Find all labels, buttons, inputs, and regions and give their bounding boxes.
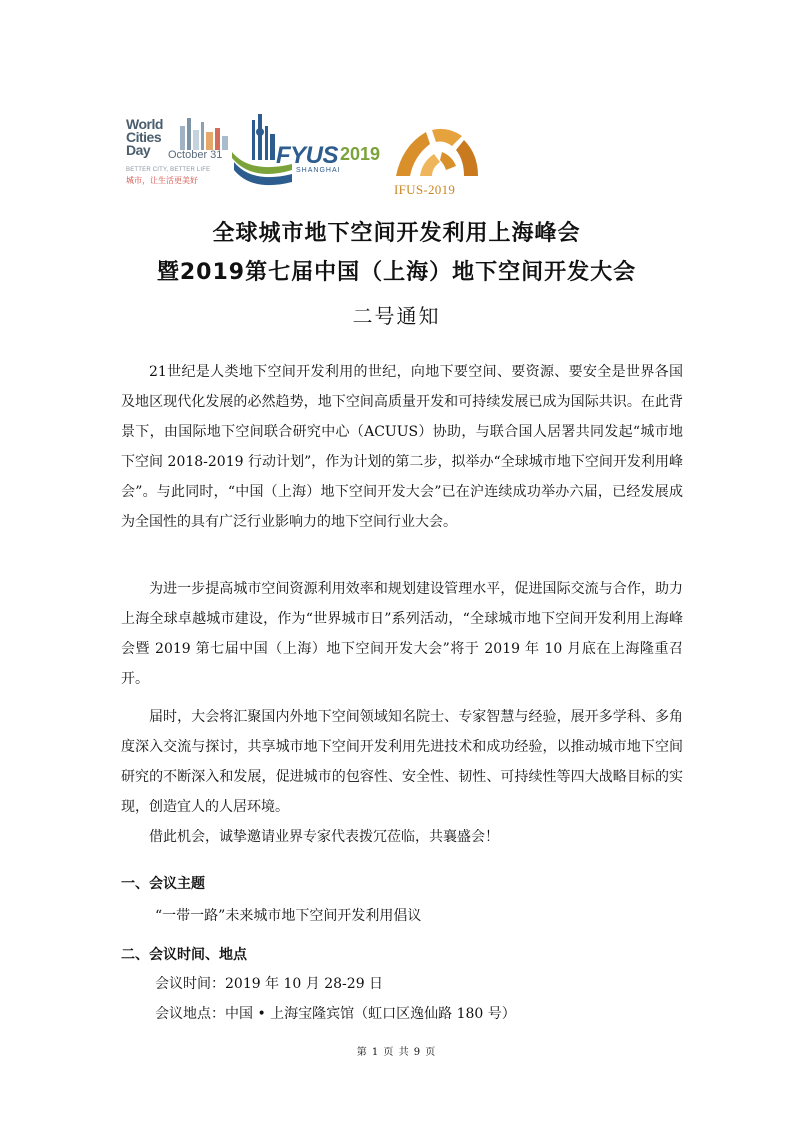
fyus-brand: FYUS xyxy=(276,142,339,169)
world-cities-day-logo xyxy=(126,112,234,194)
logo-strip xyxy=(120,112,620,197)
ifus-caption: IFUS-2019 xyxy=(394,182,456,197)
document-title-line2: 暨2019第七届中国（上海）地下空间开发大会 xyxy=(156,260,637,285)
page-footer: 第 1 页 共 9 页 xyxy=(356,1047,437,1058)
ifus-logo xyxy=(392,122,484,197)
theme-text: “一带一路”未来城市地下空间开发利用倡议 xyxy=(155,908,422,924)
paragraph-program: 届时，大会将汇聚国内外地下空间领域知名院士、专家智慧与经验，展开多学科、多角度深入交流与探讨，共享城市地下空间开发利用先进技术和成功经验，以推动城市地下空间研究的不断深入和发展，促进城市的包容性、安全性、韧性、可持续性等四大战略目标的实现，创造宜人的人居环境。 xyxy=(121,709,683,815)
document-subtitle: 二号通知 xyxy=(352,304,441,328)
wcd-tagline-cn: 城市，让生活更美好 xyxy=(126,176,198,185)
meeting-place: 会议地点：中国 • 上海宝隆宾馆（虹口区逸仙路 180 号） xyxy=(155,1006,516,1022)
fyus-logo xyxy=(230,112,390,194)
wcd-title: World Cities Day xyxy=(126,116,163,158)
paragraph-invitation: 借此机会，诚挚邀请业界专家代表拨冗莅临，共襄盛会！ xyxy=(149,829,499,845)
fyus-city: SHANGHAI xyxy=(296,167,341,174)
document-title-line1: 全球城市地下空间开发利用上海峰会 xyxy=(212,221,581,246)
wcd-tagline-en: BETTER CITY, BETTER LIFE xyxy=(126,167,211,173)
meeting-time: 会议时间：2019 年 10 月 28-29 日 xyxy=(155,976,384,992)
paragraph-purpose: 为进一步提高城市空间资源利用效率和规划建设管理水平，促进国际交流与合作，助力上海全球卓越城市建设，作为“世界城市日”系列活动，“全球城市地下空间开发利用上海峰会暨 2019 第七届中国（上海）地下空间开发大会”将于 2019 年 10 月底在上海隆重召开。 xyxy=(121,581,683,687)
fyus-year: 2019 xyxy=(340,144,381,164)
paragraph-intro: 21世纪是人类地下空间开发利用的世纪，向地下要空间、要资源、要安全是世界各国及地区现代化发展的必然趋势，地下空间高质量开发和可持续发展已成为国际共识。在此背景下，由国际地下空间联合研究中心（ACUUS）协助，与联合国人居署共同发起“城市地下空间 2018-2019 行动计划”，作为计划的第二步，拟举办“全球城市地下空间开发利用峰会”。与此同时，“中国（上海）地下空间开发大会”已在沪连续成功举办六届，已经发展成为全国性的具有广泛行业影响力的地下空间行业大会。 xyxy=(121,364,683,530)
skyline-icon xyxy=(176,112,234,154)
section-heading-theme: 一、会议主题 xyxy=(121,876,205,892)
wcd-date: October 31 xyxy=(168,149,223,161)
arch-icon xyxy=(392,122,482,178)
section-heading-time-place: 二、会议时间、地点 xyxy=(121,947,247,963)
